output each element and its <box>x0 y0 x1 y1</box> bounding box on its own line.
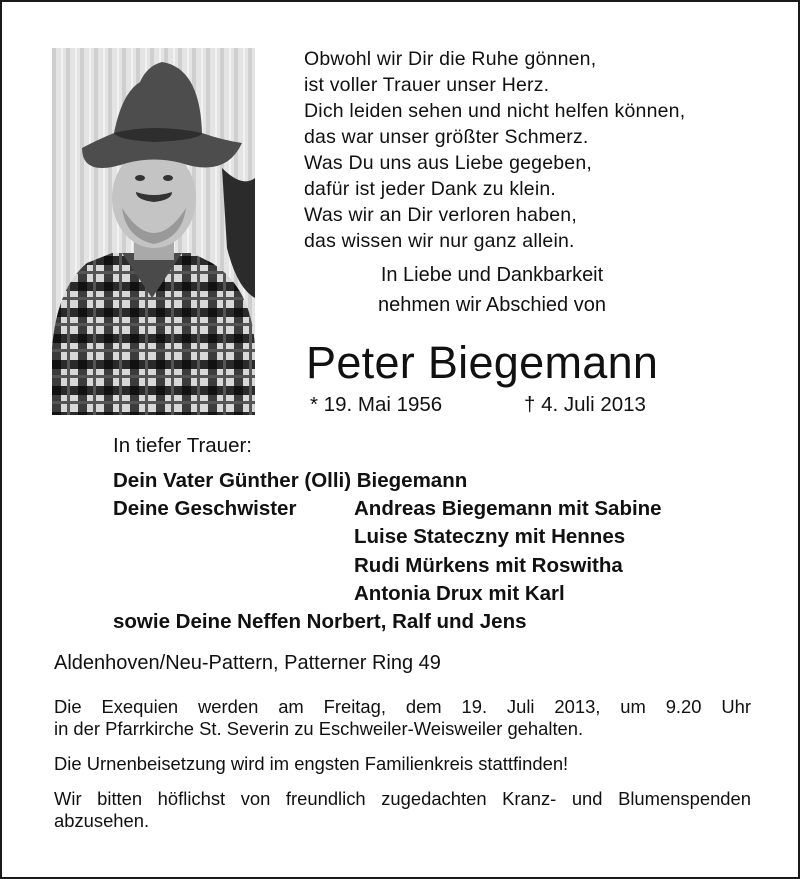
exequien-line: Die Exequien werden am Freitag, dem 19. Juli 2013, um 9.20 Uhr <box>54 696 751 717</box>
poem-line: dafür ist jeder Dank zu klein. <box>304 178 557 200</box>
mourner-right: Andreas Biegemann mit Sabine <box>354 497 662 521</box>
mourner-row <box>2 580 800 608</box>
mourners-list <box>2 467 800 636</box>
family-address: Aldenhoven/Neu-Pattern, Patterner Ring 49 <box>54 652 441 674</box>
farewell-intro <box>302 260 682 320</box>
mourner-row <box>2 495 800 523</box>
mourner-left: sowie Deine Neffen Norbert, Ralf und Jens <box>113 609 527 633</box>
intro-line: In Liebe und Dankbarkeit <box>380 264 604 286</box>
poem <box>304 46 774 254</box>
poem-line: Dich leiden sehen und nicht helfen können, <box>304 100 686 122</box>
poem-line: Was wir an Dir verloren haben, <box>304 204 577 226</box>
mourner-right: Antonia Drux mit Karl <box>354 581 565 605</box>
flowers-paragraph: Wir bitten höflichst von freundlich zugedachten Kranz- und Blumenspenden abzusehen. <box>54 788 751 831</box>
mourner-row <box>2 523 800 551</box>
poem-line: das wissen wir nur ganz allein. <box>304 230 575 252</box>
mourner-right: Luise Stateczny mit Hennes <box>354 525 626 549</box>
exequien-paragraph <box>54 696 751 740</box>
mourner-row <box>2 608 800 636</box>
mourners-heading: In tiefer Trauer: <box>113 434 253 457</box>
deceased-name: Peter Biegemann <box>306 337 659 388</box>
mourner-left: Deine Geschwister <box>113 497 297 521</box>
intro-line: nehmen wir Abschied von <box>378 294 606 316</box>
urn-burial-paragraph: Die Urnenbeisetzung wird im engsten Familienkreis stattfinden! <box>54 753 569 774</box>
portrait-photo-icon <box>52 48 255 415</box>
poem-line: Was Du uns aus Liebe gegeben, <box>304 152 593 174</box>
exequien-line: in der Pfarrkirche St. Severin zu Eschweiler-Weisweiler gehalten. <box>54 718 584 739</box>
portrait-photo <box>52 48 255 415</box>
mourner-left: Dein Vater Günther (Olli) Biegemann <box>113 469 468 492</box>
poem-line: das war unser größter Schmerz. <box>304 126 589 148</box>
death-date: † 4. Juli 2013 <box>524 393 646 416</box>
poem-line: ist voller Trauer unser Herz. <box>304 74 550 96</box>
poem-line: Obwohl wir Dir die Ruhe gönnen, <box>304 48 597 70</box>
mourner-right: Rudi Mürkens mit Roswitha <box>354 553 623 577</box>
mourner-row <box>2 552 800 580</box>
mourner-row <box>2 467 800 495</box>
birth-date: * 19. Mai 1956 <box>310 393 443 416</box>
